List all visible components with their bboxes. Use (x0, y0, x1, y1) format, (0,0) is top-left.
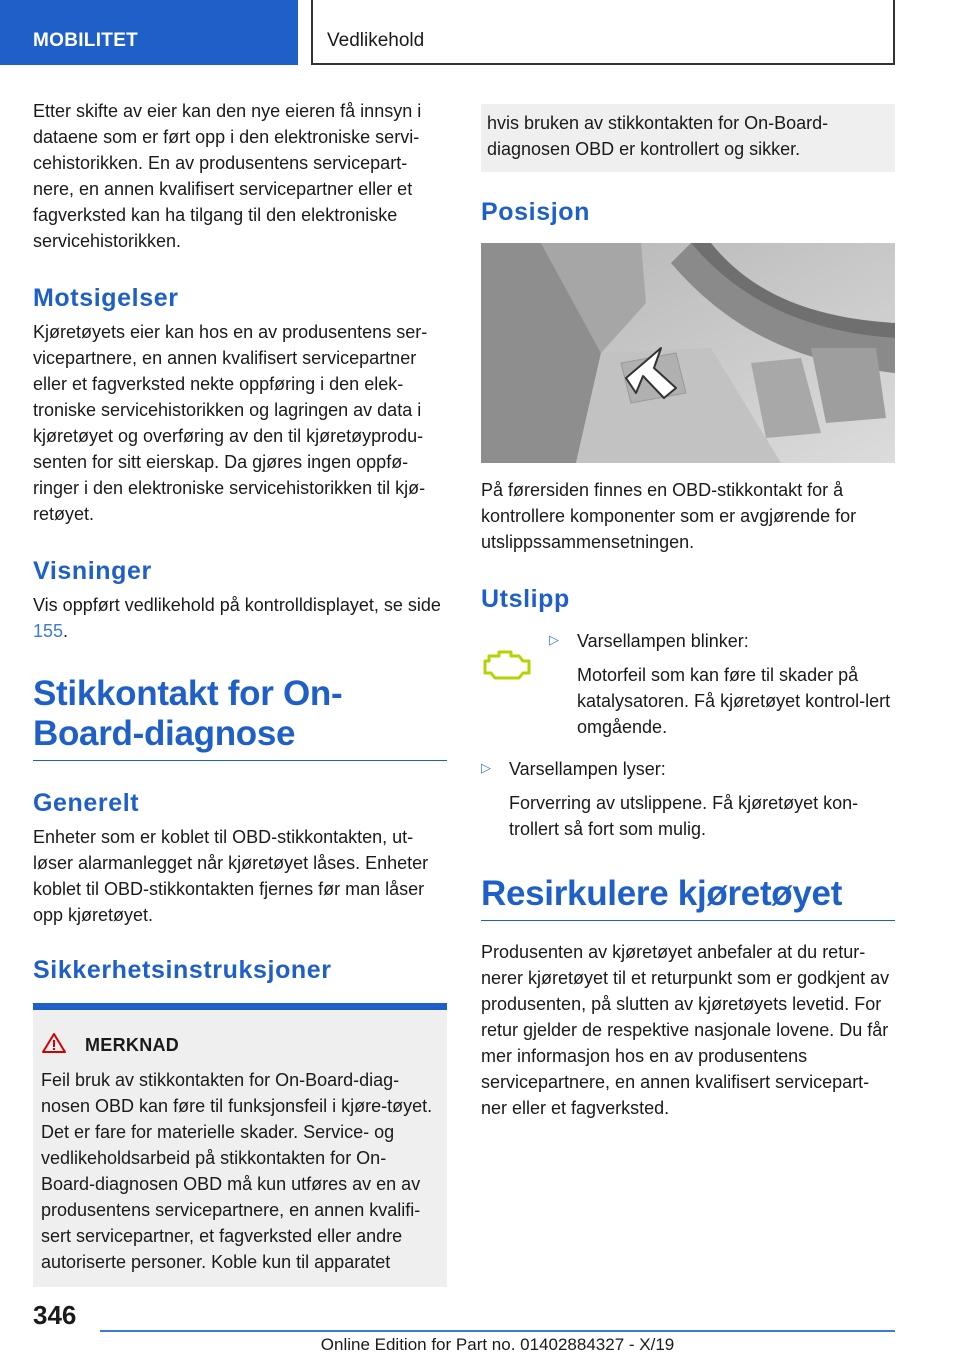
engine-warning-icon (481, 628, 549, 740)
views-text: Vis oppført vedlikehold på kontrolldisplayet, se side (33, 595, 441, 615)
chapter-tab: Vedlikehold (311, 0, 895, 65)
notice-header (41, 1032, 437, 1059)
notice-label: MERKNAD (85, 1035, 180, 1055)
notice-box-continued (481, 104, 895, 172)
recycle-paragraph: Produsenten av kjøretøyet anbefaler at du retur-nerer kjøretøyet til et returpunkt som er godkjent av produsenten, på slutten av kjøretøyets levetid. For retur gjelder de respektive nasjonale lovene. Du får mer informasjon hos en av produsentens servicepartnere, en annen kvalifisert servicepart-ner eller et fagverksted. (481, 942, 890, 1118)
notice-text: Feil bruk av stikkontakten for On-Board-diag-nosen OBD kan føre til funksjonsfeil i kjøre-tøyet. Det er fare for materielle skader. Service- og vedlikeholdsarbeid på stikkontakten for On-Board-diagnosen OBD må kun utføres av en av produsentens servicepartnere, en annen kvalifi-sert servicepartner, et fagverksted eller andre autoriserte personer. Koble kun til apparatet (41, 1070, 433, 1272)
section-tab: MOBILITET (0, 0, 298, 65)
bullet-1-title: Varsellampen blinker: (577, 631, 749, 651)
emission-heading: Utslipp (481, 585, 570, 613)
position-heading: Posisjon (481, 198, 590, 226)
notice-continued-text: hvis bruken av stikkontakten for On-Board-diagnosen OBD er kontrollert og sikker. (487, 113, 829, 159)
views-paragraph (33, 592, 447, 644)
edition-note: Online Edition for Part no. 01402884327 - X/19 (320, 1335, 675, 1354)
general-paragraph: Enheter som er koblet til OBD-stikkontakten, ut-løser alarmanlegget når kjøretøyet låses. Enheter koblet til OBD-stikkontakten fjernes før man låser opp kjøretøyet. (33, 827, 429, 925)
bullet-2 (481, 756, 895, 842)
warning-triangle-icon (41, 1032, 67, 1059)
general-heading: Generelt (33, 789, 140, 817)
safety-heading: Sikkerhetsinstruksjoner (33, 956, 332, 984)
bullet-1-text: Motorfeil som kan føre til skader på katalysatoren. Få kjøretøyet kontrol-lert omgående. (577, 665, 891, 737)
right-column (481, 98, 895, 1121)
page-number: 346 (33, 1300, 77, 1330)
bullet-triangle-icon: ▷ (549, 632, 559, 647)
left-column (33, 98, 447, 1287)
obd-location-photo (481, 243, 895, 463)
obd-heading: Stikkontakt for On-Board-diagnose (33, 674, 447, 761)
objections-heading: Motsigelser (33, 284, 179, 312)
objections-paragraph: Kjøretøyets eier kan hos en av produsentens ser-vicepartnere, en annen kvalifisert servicepartner eller et fagverksted nekte oppføring i den elek-troniske servicehistorikken og lagringen av data i kjøretøyet og overføring av den til kjøretøyprodu-senten for sitt eierskap. Da gjøres ingen oppfø-ringer i den elektroniske servicehistorikken til kjø-retøyet. (33, 322, 428, 524)
bullet-2-text: Forverring av utslippene. Få kjøretøyet kon-trollert så fort som mulig. (509, 793, 859, 839)
recycle-heading: Resirkulere kjøretøyet (481, 874, 895, 921)
bullet-triangle-icon: ▷ (481, 760, 491, 775)
bullet-1 (549, 628, 895, 740)
footer-divider (100, 1330, 895, 1332)
page-link[interactable]: 155 (33, 621, 64, 641)
bullet-2-title: Varsellampen lyser: (509, 759, 666, 779)
position-paragraph: På førersiden finnes en OBD-stikkontakt for å kontrollere komponenter som er avgjørende for utslippssammensetningen. (481, 480, 857, 552)
views-heading: Visninger (33, 557, 152, 585)
views-end: . (63, 621, 69, 641)
notice-box (33, 1003, 447, 1287)
intro-paragraph: Etter skifte av eier kan den nye eieren få innsyn i dataene som er ført opp i den elektroniske servi-cehistorikken. En av produsentens servicepart-nere, en annen kvalifisert servicepartner eller et fagverksted kan ha tilgang til den elektroniske servicehistorikken. (33, 101, 422, 251)
emission-lamp-row (481, 628, 895, 740)
